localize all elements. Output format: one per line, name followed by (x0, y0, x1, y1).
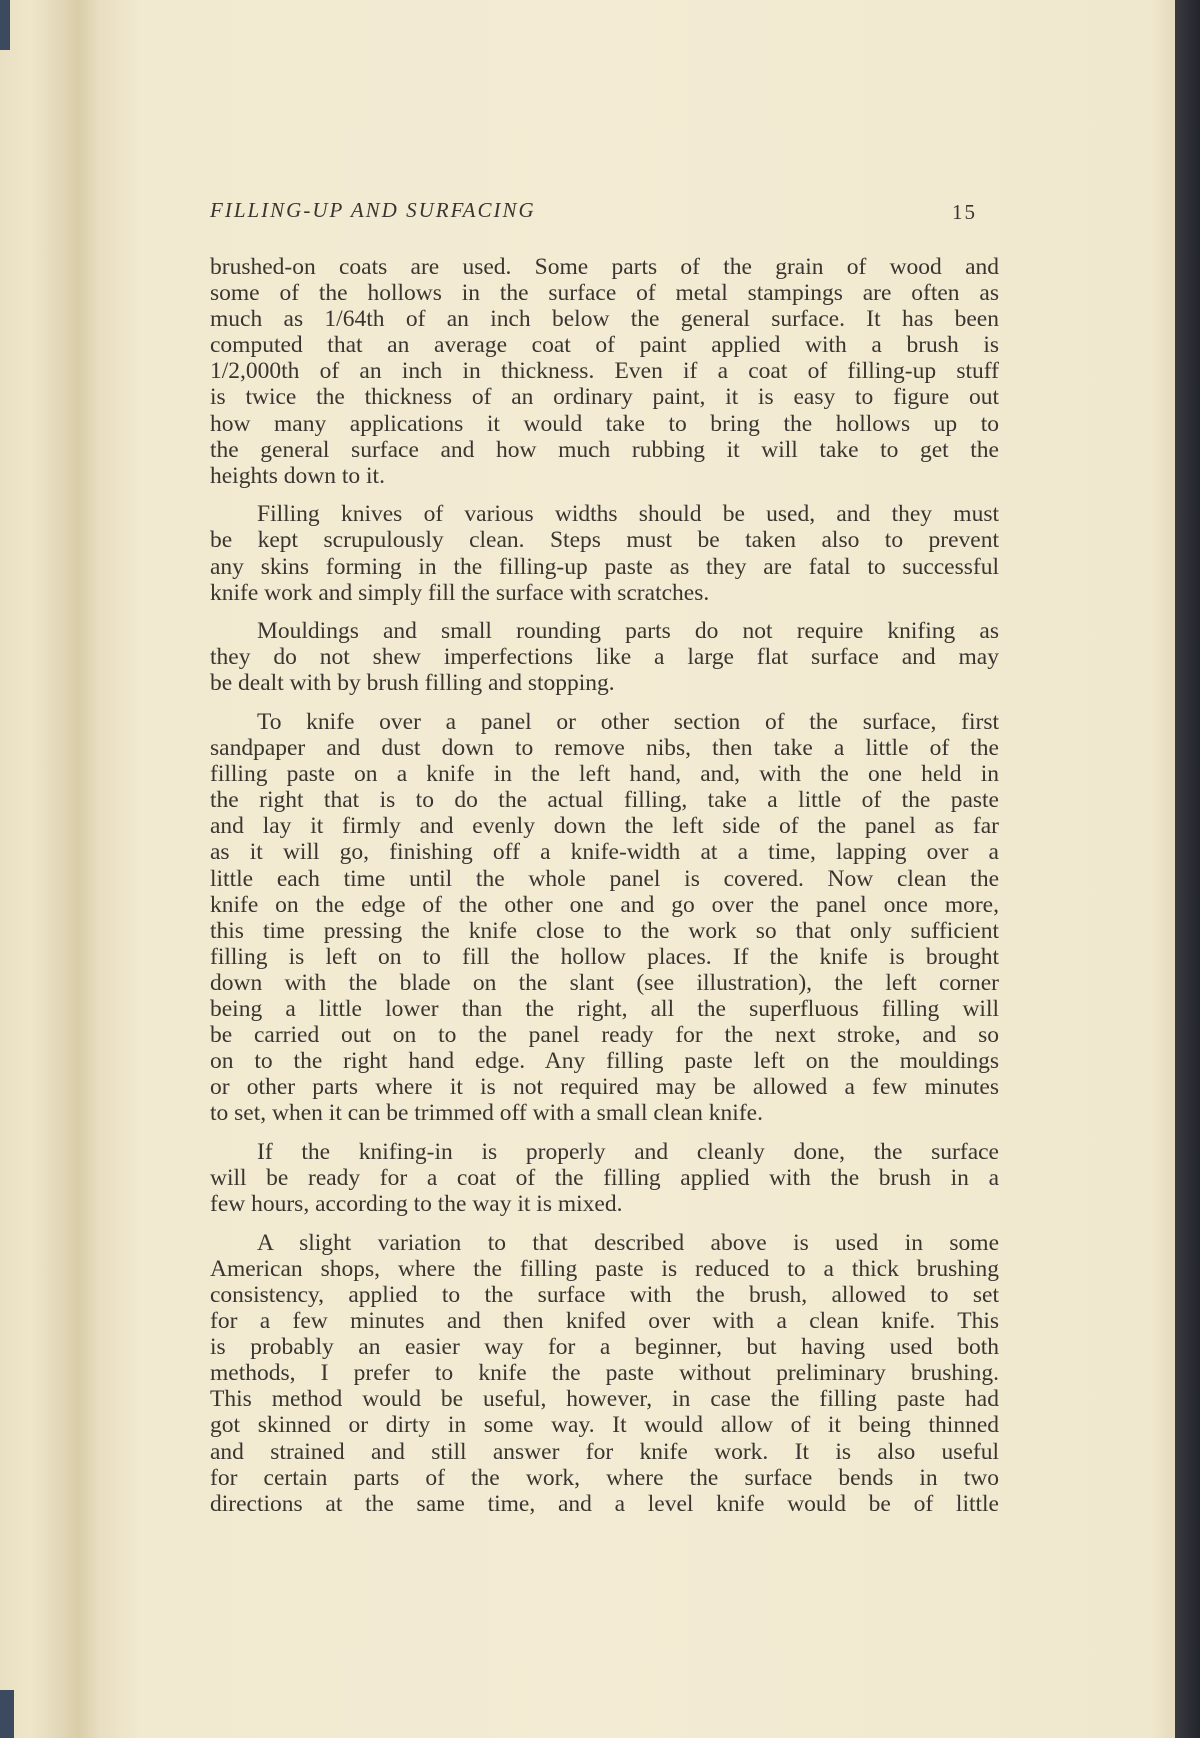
text-line: for certain parts of the work, where the surface bends in two (210, 1464, 999, 1491)
paragraph (210, 1139, 999, 1217)
text-line: sandpaper and dust down to remove nibs, then take a little of the (210, 735, 999, 762)
text-line: filling is left on to fill the hollow places. If the knife is brought (210, 943, 999, 970)
text-line: being a little lower than the right, all the superfluous filling will (210, 996, 999, 1023)
text-line: is probably an easier way for a beginner, but having used both (210, 1334, 999, 1361)
text-line: brushed-on coats are used. Some parts of the grain of wood and (210, 254, 999, 280)
text-line: few hours, according to the way it is mixed. (210, 1191, 623, 1218)
text-line: To knife over a panel or other section of the surface, first (257, 709, 999, 735)
text-line: American shops, where the filling paste is reduced to a thick brushing (210, 1255, 999, 1282)
text-line: as it will go, finishing off a knife-width at a time, lapping over a (210, 839, 999, 866)
text-line: little each time until the whole panel is covered. Now clean the (210, 865, 999, 892)
text-line: A slight variation to that described above is used in some (257, 1229, 999, 1256)
text-line: 1/2,000th of an inch in thickness. Even if a coat of filling-up stuff (210, 358, 999, 385)
text-line: Mouldings and small rounding parts do not require knifing as (257, 618, 999, 645)
text-line: be carried out on to the panel ready for the next stroke, and so (210, 1022, 999, 1049)
book-cover-edge-left (0, 0, 10, 50)
text-line: this time pressing the knife close to the work so that only sufficient (210, 917, 999, 944)
text-line: consistency, applied to the surface with the brush, allowed to set (210, 1281, 999, 1308)
text-line: much as 1/64th of an inch below the general surface. It has been (210, 306, 999, 333)
text-line: If the knifing-in is properly and cleanly done, the surface (257, 1139, 999, 1165)
text-line: Filling knives of various widths should be used, and they must (257, 501, 999, 528)
page-number: 15 (952, 200, 977, 224)
text-line: and lay it firmly and evenly down the left side of the panel as far (210, 813, 999, 840)
book-cover-edge-left-bottom (0, 1690, 14, 1738)
text-line: for a few minutes and then knifed over with a clean knife. This (210, 1308, 999, 1335)
paragraph (210, 709, 999, 1127)
text-line: how many applications it would take to bring the hollows up to (210, 410, 999, 437)
text-line: be kept scrupulously clean. Steps must be taken also to prevent (210, 527, 999, 554)
text-line: some of the hollows in the surface of metal stampings are often as (210, 280, 999, 307)
text-line: on to the right hand edge. Any filling paste left on the mouldings (210, 1048, 999, 1075)
text-line: be dealt with by brush filling and stopping. (210, 670, 615, 697)
text-line: any skins forming in the filling-up paste as they are fatal to successful (210, 553, 999, 580)
paragraph (210, 1230, 999, 1517)
text-line: will be ready for a coat of the filling applied with the brush in a (210, 1165, 999, 1192)
text-line: methods, I prefer to knife the paste without preliminary brushing. (210, 1360, 999, 1387)
text-line: knife work and simply fill the surface with scratches. (210, 579, 710, 606)
text-line: the general surface and how much rubbing it will take to get the (210, 436, 999, 463)
text-line: This method would be useful, however, in case the filling paste had (210, 1386, 999, 1413)
text-line: they do not shew imperfections like a large flat surface and may (210, 644, 999, 671)
text-line: is twice the thickness of an ordinary paint, it is easy to figure out (210, 384, 999, 411)
text-line: heights down to it. (210, 462, 385, 489)
running-head: FILLING-UP AND SURFACING (210, 198, 536, 222)
text-line: or other parts where it is not required may be allowed a few minutes (210, 1074, 999, 1101)
text-line: the right that is to do the actual filling, take a little of the paste (210, 787, 999, 814)
page-header (210, 198, 1000, 228)
text-line: down with the blade on the slant (see illustration), the left corner (210, 969, 999, 996)
book-cover-edge-right (1175, 0, 1200, 1738)
text-line: to set, when it can be trimmed off with a small clean knife. (210, 1100, 763, 1127)
text-line: computed that an average coat of paint applied with a brush is (210, 332, 999, 359)
paragraph (210, 618, 999, 696)
paragraph (210, 501, 999, 605)
text-line: and strained and still answer for knife work. It is also useful (210, 1438, 999, 1465)
paragraph (210, 254, 999, 489)
text-line: filling paste on a knife in the left hand, and, with the one held in (210, 761, 999, 788)
text-line: directions at the same time, and a level knife would be of little (210, 1490, 999, 1517)
body-text (210, 254, 999, 1529)
text-line: got skinned or dirty in some way. It would allow of it being thinned (210, 1412, 999, 1439)
text-line: knife on the edge of the other one and go over the panel once more, (210, 891, 999, 918)
